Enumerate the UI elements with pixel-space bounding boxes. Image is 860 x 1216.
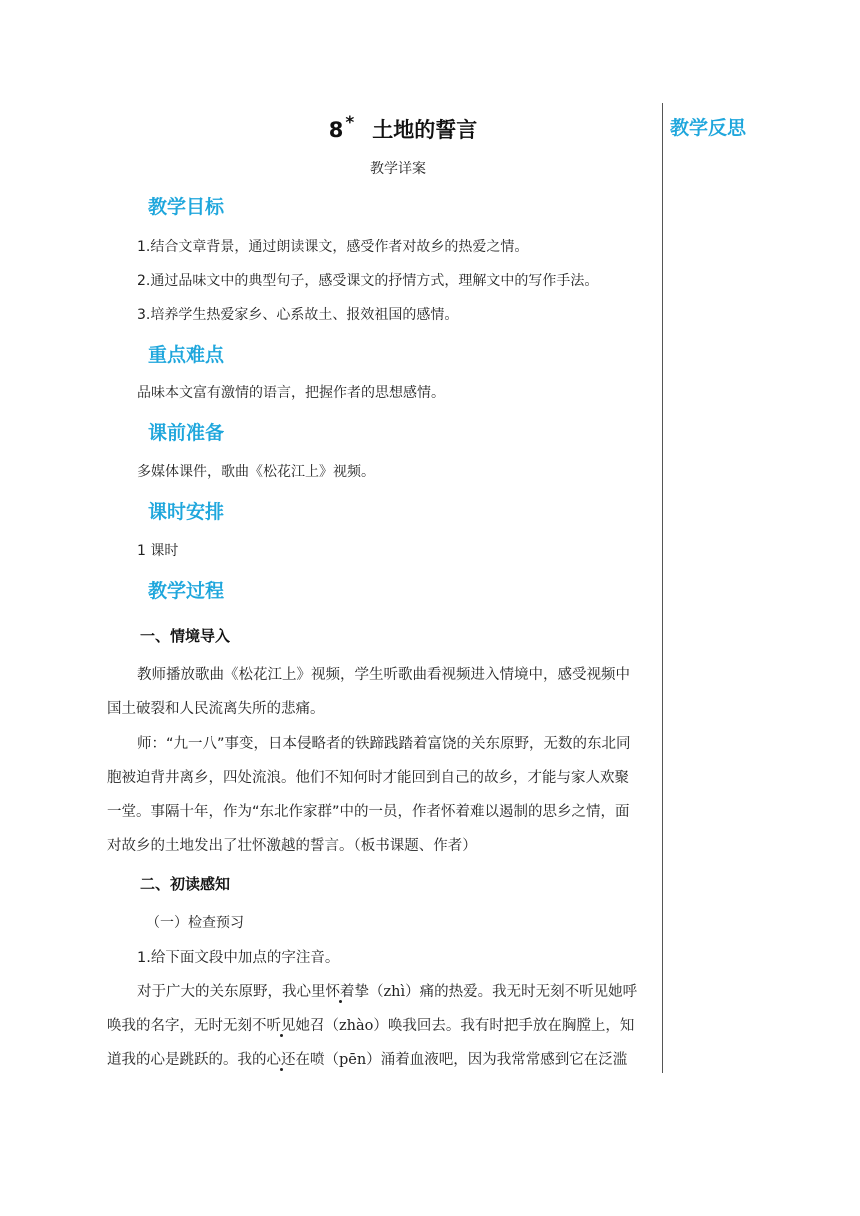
- goal-item-2: 2.通过品味文中的典型句子，感受课文的抒情方式，理解文中的写作手法。: [137, 273, 599, 289]
- passage-line-3: 道我的心是跳跃的。我的心还在喷（pēn）涌着血液吧，因为我常常感到它在泛滥: [107, 1052, 628, 1068]
- part2-subtitle: （一）检查预习: [146, 915, 244, 931]
- part1-title: 一、情境导入: [140, 627, 231, 645]
- schedule-heading: 课时安排: [148, 501, 225, 523]
- preparation-text: 多媒体课件，歌曲《松花江上》视频。: [137, 464, 375, 480]
- key-points-text: 品味本文富有激情的语言，把握作者的思想感情。: [137, 385, 445, 401]
- part1-line-4: 胞被迫背井离乡，四处流浪。他们不知何时才能回到自己的故乡，才能与家人欢聚: [107, 770, 629, 786]
- lesson-title: 土地的誓言: [372, 118, 478, 142]
- schedule-text: 1 课时: [137, 543, 179, 559]
- part1-line-2: 国土破裂和人民流离失所的悲痛。: [107, 701, 325, 717]
- passage-line-1: 对于广大的关东原野，我心里怀着挚（zhì）痛的热爱。我无时无刻不听见她呼: [137, 984, 638, 1000]
- page-subtitle: 教学详案: [370, 161, 426, 177]
- emphasis-dot: [280, 1068, 283, 1071]
- teaching-reflection-title: 教学反思: [670, 117, 747, 139]
- goal-item-3: 3.培养学生热爱家乡、心系故土、报效祖国的感情。: [137, 307, 459, 323]
- part1-line-1: 教师播放歌曲《松花江上》视频，学生听歌曲看视频进入情境中，感受视频中: [137, 667, 630, 683]
- goals-heading: 教学目标: [148, 196, 225, 218]
- page-title: [0, 114, 806, 144]
- column-divider: [662, 103, 663, 1073]
- lesson-number: 8: [328, 118, 344, 142]
- part2-title: 二、初读感知: [140, 875, 231, 893]
- part1-line-5: 一堂。事隔十年，作为“东北作家群”中的一员，作者怀着难以遏制的思乡之情，面: [107, 804, 630, 820]
- passage-line-2: 唤我的名字，无时无刻不听见她召（zhào）唤我回去。我有时把手放在胸膛上，知: [107, 1018, 635, 1034]
- optional-lesson-star: *: [345, 113, 355, 133]
- part2-instruction: 1.给下面文段中加点的字注音。: [137, 950, 340, 966]
- goal-item-1: 1.结合文章背景，通过朗读课文，感受作者对故乡的热爱之情。: [137, 239, 529, 255]
- emphasis-dot: [280, 1034, 283, 1037]
- emphasis-dot: [339, 1000, 342, 1003]
- process-heading: 教学过程: [148, 580, 225, 602]
- part1-line-6: 对故乡的土地发出了壮怀激越的誓言。（板书课题、作者）: [107, 838, 477, 854]
- key-points-heading: 重点难点: [148, 344, 225, 366]
- part1-line-3: 师：“九一八”事变，日本侵略者的铁蹄践踏着富饶的关东原野，无数的东北同: [137, 736, 631, 752]
- preparation-heading: 课前准备: [148, 422, 225, 444]
